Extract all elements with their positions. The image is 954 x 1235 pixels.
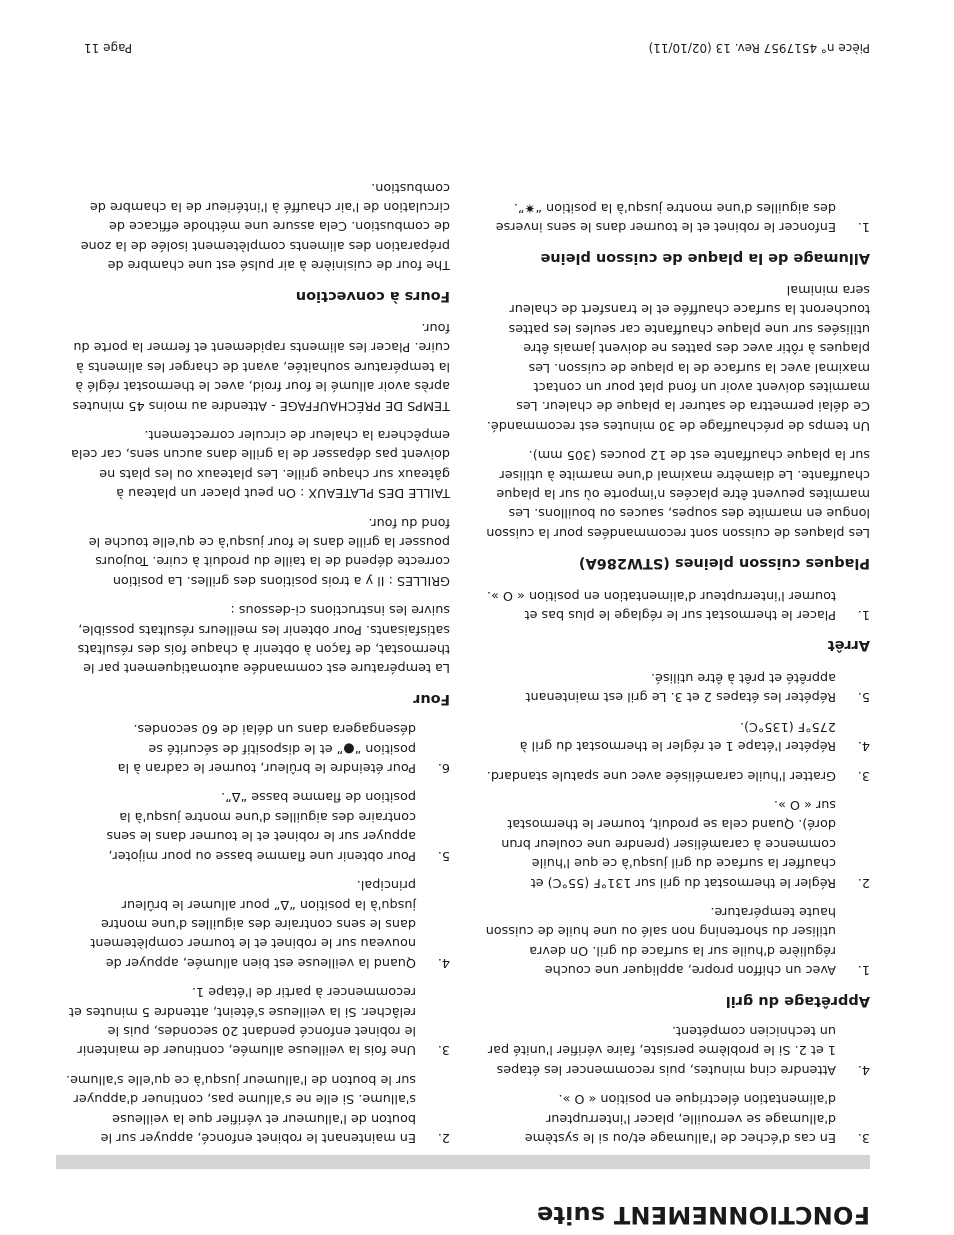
step-number: 5. [437,847,450,863]
step-number: 1. [857,962,870,978]
step-number: 4. [437,954,450,970]
paragraph: GRILLES : Il y a trois positions des grilles. La position correcte dépend de la taille du produit à cuire. Toujours pousser la grille dans le four jusqu'à ce qu'elle touche le fond du four. [88,514,450,588]
burner-steps [65,719,450,1147]
section-title: Arrêt [827,637,870,654]
list-item [65,787,450,865]
step-text-before: Enfoncer le robinet et le tourner dans le sens inverse des aiguilles d'une montre jusqu'à la position “ [495,199,836,235]
step-text-before: Pour éteindre le brûleur, tourner le cadran à la position “ [117,740,416,776]
part-number: Pièce n° 4517957 Rev. 13 (02/10/11) [648,41,870,55]
step-text-after: ” et le dispositif de sécurité se désengagera dans un délai de 60 secondes. [133,721,416,756]
step-number: 6. [437,760,450,776]
step-number: 1. [857,607,870,623]
section-title: Apprêtage du gril [725,992,870,1009]
step-text: Répéter l'étape 1 et régler le thermostat du gril à 275°F (135°C). [519,718,836,754]
title-main: FONCTIONNEMENT [613,1201,870,1229]
title-rule [56,1155,870,1169]
list-item [485,585,870,624]
paragraph: TEMPS DE PRÉCHAUFFAGE - Attendre au moins 45 minutes après avoir allumé le four froid, avec le thermostat réglé à la température souhaitée, avant de charger les aliments à cuire. Placer les aliments rapidement et fermer la porte du four. [72,319,450,413]
step-text: En cas d'échec de l'allumage et/ou si le système d'allumage se verrouille, placer l'interrupteur d'alimentation électrique en position « O ». [524,1091,836,1145]
list-item [485,902,870,980]
step-text: Quand la veilleuse est bien allumée, appuyer de nouveau sur le robinet et le tourner complètement dans le sens contraire des aiguilles d'une montre jusqu'à la position “Δ” pour allumer le brûleur principal. [90,877,416,970]
title-suffix: suite [536,1201,606,1229]
section-allumage-plaque [485,197,870,265]
step-number: 3. [857,767,870,783]
step-text-after: ”. [513,199,525,215]
paragraph: TAILLE DES PLATEAUX : On peut placer un plateau à gâteaux sur chaque grille. Les plateaux ou les plats ne doivent pas dépasser de la grille dans aucun sens, car cela empêchera la chaleur de circuler correctement. [71,427,450,501]
step-number: 5. [857,689,870,705]
page-footer [84,41,870,55]
list-item [485,1089,870,1147]
list-item [65,982,450,1060]
section-convection [65,177,450,303]
step-text: Avec un chiffon propre, appliquer une couche régulière d'huile sur la surface du gril. On devra utiliser du shortening non salé ou une huile de cuisson haute température. [485,903,836,978]
step-text: Attendre cinq minutes, puis recommencer les étapes 1 et 2. Si le problème persiste, faire vérifier l'unité par un technicien compétent. [487,1022,836,1077]
step-number: 1. [857,219,870,235]
step-text: En maintenant le robinet enfoncé, appuyer sur le bouton de l'allumeur et vérifier que la veilleuse s'allume. Si elle ne s'allume pas, continuer d'appuyer sur le bouton de l'allumeur jusqu'à ce qu'elle s'allume. [66,1071,416,1145]
section-plaques [485,280,870,572]
paragraph: Les plaques de cuisson sont recommandées pour la cuisson longue en marmite des soupes, sauces ou bouillons. Les marmites peuvent être placées n'importe où sur la plaque chauffante. Le diamètre maximal d'une marmite à utiliser sur la plaque chauffante est de 12 pouces (305 mm). [486,447,870,540]
step-number: 2. [437,1130,450,1145]
step-text: Pour obtenir une flamme basse ou pour mijoter, appuyer sur le robinet et le tourner dans le sens contraire des aiguilles d'une montre jusqu'à la position de flamme basse “Δ”. [106,789,416,863]
paragraph: Un temps de préchauffage de 30 minutes est recommandé. Ce délai permettra de saturer la plaque de chaleur. Les marmites doivent avoir un fond plat pour un contact maximal avec la surface de la plaque de cuisson. Les plaques à rôtir avec des pattes ne doivent jamais être utilisées sur une plaque chauffante car seules les pattes toucheront la surface chauffée et le transfert de chaleur sera minimal [486,282,870,433]
step-number: 2. [857,874,870,890]
step-number: 3. [857,1130,870,1145]
step-list [485,197,870,236]
list-item [485,667,870,706]
list-item [65,1069,450,1147]
list-item [485,765,870,784]
section-four [65,318,450,707]
section-title: Fours à convection [295,287,450,304]
list-item [485,197,870,236]
page-number: Page 11 [84,41,133,55]
section-arret [485,585,870,653]
paragraph: La température est commandée automatiquement par le thermostat, de façon à obtenir à chaque fois des résultats satisfaisants. Pour obtenir les meilleurs résultats possible, suivre les instructions ci-dessous : [77,602,450,676]
allumage-steps-continued [485,1021,870,1147]
step-text: Placer le thermostat sur le réglage le plus bas et tourner l'interrupteur d'alimentation en position « O ». [486,587,836,623]
step-text: Régler le thermostat du gril sur 131°F (55°C) et chauffer la surface du gril jusqu'à ce que l'huile commence à caraméliser (prendre une couleur brun doré). Quand cela se produit, tourner le thermostat sur « O ». [501,796,836,890]
step-number: 4. [857,738,870,754]
step-list [485,585,870,624]
step-number: 4. [857,1061,870,1077]
left-column [485,183,870,1147]
section-title: Four [413,690,450,707]
step-text: Répéter les étapes 2 et 3. Le gril est maintenant apprêté et prêt à être utilisé. [525,669,836,705]
step-text: Une fois la veilleuse allumée, continuer de maintenir le robinet enfoncé pendant 20 secondes, puis le relâcher. Si la veilleuse s'éteint, attendre 5 minutes et recommencer à partir de l'étape 1. [68,984,416,1058]
paragraph: The four de cuisinière à air pulsé est une chambre de préparation des aliments complètement isolée de la zone de combustion. Cela assure une méthode efficace de circulation de l'air chauffé à l'intérieur de la chambre de combustion. [80,179,450,273]
step-text: Gratter l'huile caramélisée avec une spatule standard. [486,767,836,783]
list-item [485,1021,870,1079]
section-title: Plaques cuisson pleines (STW286A) [578,555,870,572]
step-number: 3. [437,1042,450,1058]
page-title [537,1201,870,1229]
section-appretage [485,667,870,1008]
step-list [485,667,870,979]
off-position-icon: ● [343,740,355,756]
list-item [65,719,450,777]
list-item [485,716,870,755]
list-item [65,875,450,972]
list-item [485,795,870,892]
right-column [65,163,450,1147]
section-title: Allumage de la plaque de cuisson pleine [540,249,870,266]
burner-on-symbol-icon: ✷ [524,199,536,215]
